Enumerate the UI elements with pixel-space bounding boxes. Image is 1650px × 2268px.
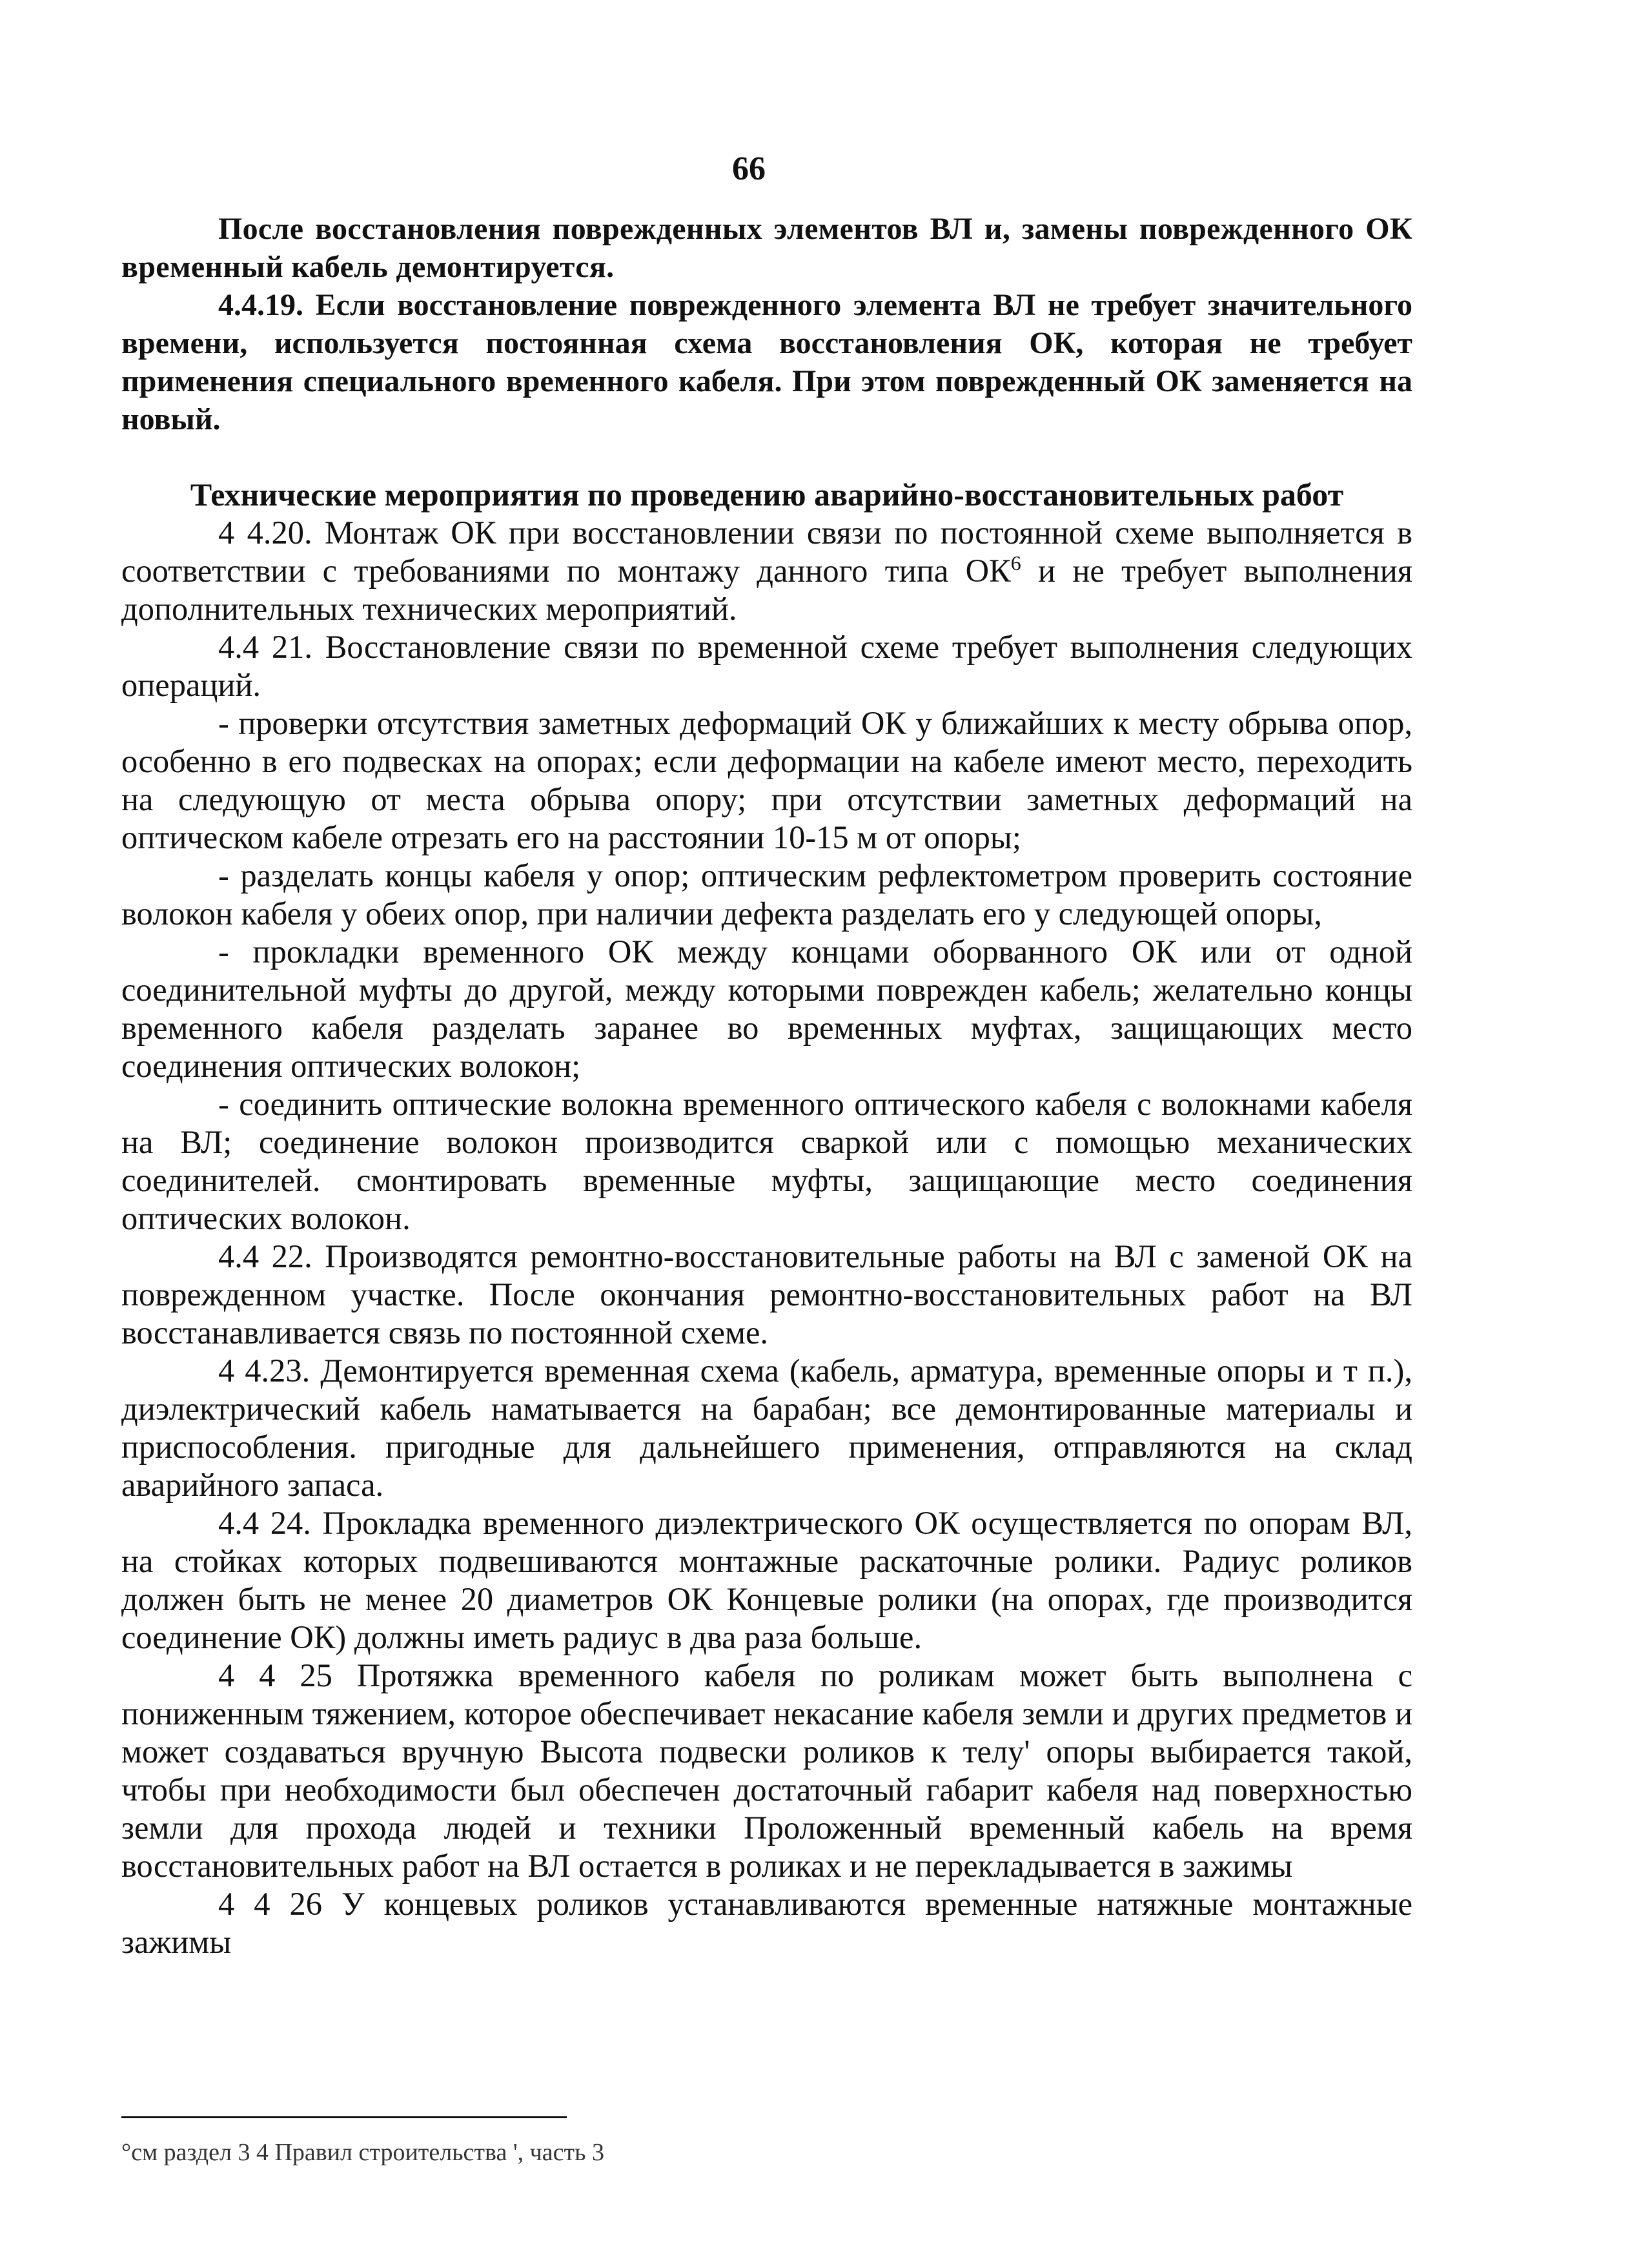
paragraph-4-4-25: 4 4 25 Протяжка временного кабеля по роликам может быть выполнена с пониженным тяжением, которое обеспечивает некасание кабеля земли и других предметов и может создаваться вручную Высота подвески роликов к телу' опоры выбирается такой, чтобы при необходимости был обеспечен достаточный габарит кабеля над поверхностью земли для прохода людей и техники Проложенный временный кабель на время восстановительных работ на ВЛ остается в роликах и не перекладывается в зажимы: [121, 1657, 1412, 1884]
paragraph-4-4-23: 4 4.23. Демонтируется временная схема (кабель, арматура, временные опоры и т п.), диэлектрический кабель наматывается на барабан; все демонтированные материалы и приспособления. пригодные для дальнейшего применения, отправляются на склад аварийного запаса.: [121, 1353, 1412, 1503]
paragraph-4-4-22: 4.4 22. Производятся ремонтно-восстановительные работы на ВЛ с заменой ОК на поврежденном участке. После окончания ремонтно-восстановительных работ на ВЛ восстанавливается связь по постоянной схеме.: [121, 1238, 1412, 1351]
paragraph-cable-dismantle: После восстановления поврежденных элементов ВЛ и, замены поврежденного ОК временный кабель демонтируется.: [121, 212, 1412, 284]
footnote-text: °см раздел 3 4 Правил строительства ', часть 3: [121, 2139, 604, 2166]
paragraph-4-4-19: 4.4.19. Если восстановление поврежденного элемента ВЛ не требует значительного времени, используется постоянная схема восстановления ОК, которая не требует применения специального временного кабеля. При этом поврежденный ОК заменяется на новый.: [121, 288, 1412, 436]
paragraph-4-4-20-text: 4 4.20. Монтаж ОК при восстановлении связи по постоянной схеме выполняется в соответствии с требованиями по монтажу данного типа ОК: [121, 515, 1412, 589]
list-item-cut-ends: - разделать концы кабеля у опор; оптическим рефлектометром проверить состояние волокон кабеля у обеих опор, при наличии дефекта разделать его у следующей опоры,: [121, 857, 1412, 932]
paragraph-4-4-20-text-end: и не требует выполнения дополнительных технических мероприятий.: [121, 553, 1412, 627]
section-heading: Технические мероприятия по проведению аварийно-восстановительных работ: [190, 476, 1344, 513]
page-number: 66: [732, 150, 766, 187]
paragraph-4-4-20: [121, 514, 1412, 628]
paragraph-4-4-26: 4 4 26 У концевых роликов устанавливаются временные натяжные монтажные зажимы: [121, 1886, 1412, 1960]
footnote-divider: [121, 2116, 567, 2118]
footnote-marker: 6: [1010, 551, 1021, 575]
list-item-lay-temp-cable: - прокладки временного ОК между концами оборванного ОК или от одной соединительной муфты до другой, между которыми поврежден кабель; желательно концы временного кабеля разделать заранее во временных муфтах, защищающих место соединения оптических волокон;: [121, 934, 1412, 1084]
paragraph-4-4-24: 4.4 24. Прокладка временного диэлектрического ОК осуществляется по опорам ВЛ, на стойках которых подвешиваются монтажные раскаточные ролики. Радиус роликов должен быть не менее 20 диаметров ОК Концевые ролики (на опорах, где производится соединение ОК) должны иметь радиус в два раза больше.: [121, 1505, 1412, 1655]
document-body: [121, 210, 1412, 1961]
paragraph-4-4-21: 4.4 21. Восстановление связи по временной схеме требует выполнения следующих операций.: [121, 629, 1412, 703]
list-item-splice-fibers: - соединить оптические волокна временного оптического кабеля с волокнами кабеля на ВЛ; соединение волокон производится сваркой или с помощью механических соединителей. смонтировать временные муфты, защищающие место соединения оптических волокон.: [121, 1086, 1412, 1236]
list-item-check-deformation: - проверки отсутствия заметных деформаций ОК у ближайших к месту обрыва опор, особенно в его подвесках на опорах; если деформации на кабеле имеют место, переходить на следующую от места обрыва опору; при отсутствии заметных деформаций на оптическом кабеле отрезать его на расстоянии 10-15 м от опоры;: [121, 705, 1412, 855]
